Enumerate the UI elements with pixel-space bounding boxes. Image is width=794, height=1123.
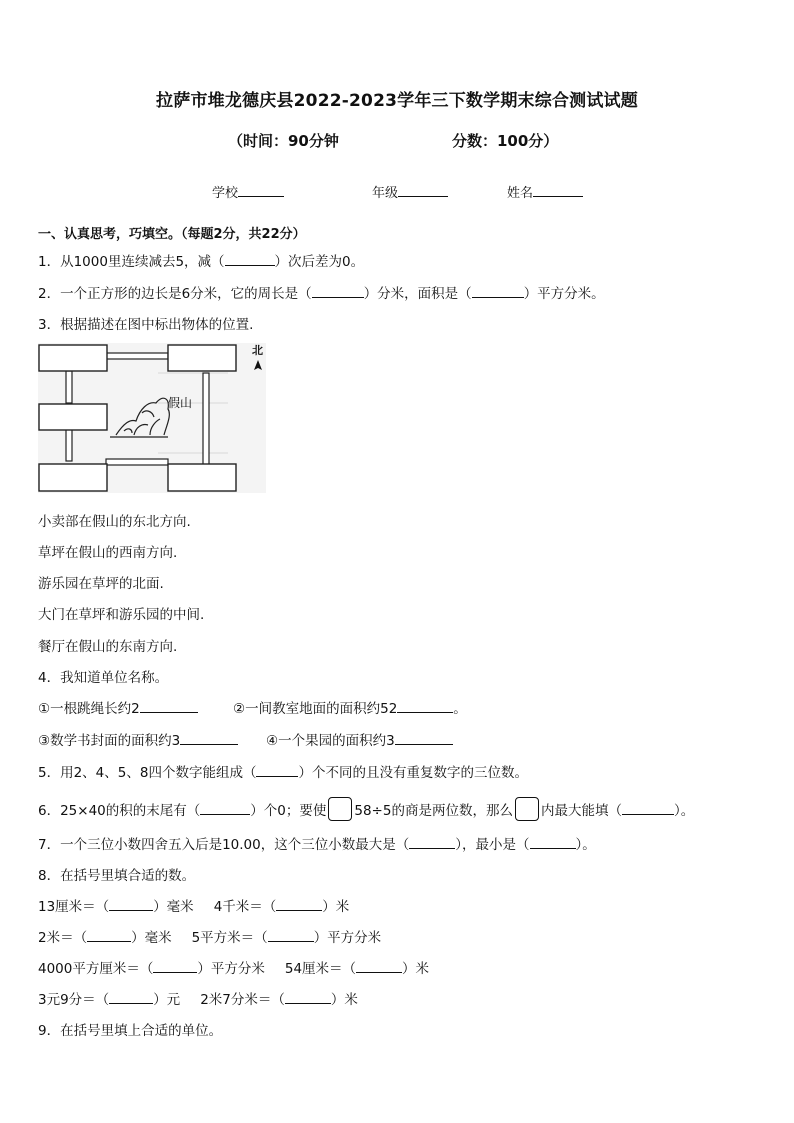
q7-blank-2[interactable] — [530, 834, 576, 849]
q4-blank-4[interactable] — [395, 730, 453, 745]
question-5 — [38, 761, 528, 781]
q4-item-4 — [266, 729, 453, 749]
q4-item-2 — [233, 697, 467, 717]
q7-text-b: ），最小是（ — [455, 837, 530, 853]
q8-blank[interactable] — [268, 927, 314, 942]
exam-score: 分数：100分） — [452, 132, 559, 150]
name-field — [507, 182, 583, 201]
exam-time: （时间：90分钟 — [228, 132, 339, 150]
q6-blank-2[interactable] — [622, 800, 674, 815]
name-blank[interactable] — [533, 182, 583, 197]
q8-blank[interactable] — [87, 927, 131, 942]
q2-blank-2[interactable] — [472, 283, 524, 298]
name-label: 姓名 — [507, 186, 534, 201]
q8-text: 3元9分＝（ — [38, 992, 110, 1008]
school-field — [212, 182, 284, 201]
q8-text: 4000平方厘米＝（ — [38, 961, 154, 977]
q4-blank-3[interactable] — [180, 730, 238, 745]
q5-text-b: ）个不同的且没有重复数字的三位数。 — [298, 765, 528, 781]
park-map-figure — [38, 343, 266, 493]
q4-item-1-text: ①一根跳绳长约2 — [38, 701, 140, 717]
q1-blank[interactable] — [225, 251, 275, 266]
q8-row-1 — [38, 895, 349, 915]
question-9: 9．在括号里填上合适的单位。 — [38, 1023, 223, 1039]
grade-field — [372, 182, 448, 201]
question-8: 8．在括号里填合适的数。 — [38, 868, 196, 884]
q8-blank[interactable] — [356, 958, 402, 973]
map-box-top-left[interactable] — [39, 345, 107, 371]
q2-text-b: ）分米，面积是（ — [363, 286, 472, 302]
q4-blank-2[interactable] — [397, 698, 453, 713]
question-7 — [38, 833, 596, 853]
q8-blank[interactable] — [153, 958, 197, 973]
q8-text: ）元 — [153, 992, 181, 1008]
q8-text: ）米 — [322, 899, 350, 915]
q6-text-a: 6．25×40的积的末尾有（ — [38, 803, 201, 819]
q3-item-3: 游乐园在草坪的北面. — [38, 576, 164, 592]
q4-item-3 — [38, 729, 238, 749]
q6-blank-1[interactable] — [200, 800, 250, 815]
q4-item-1 — [38, 697, 198, 717]
q3-item-1: 小卖部在假山的东北方向. — [38, 514, 191, 530]
q8-text: 54厘米＝（ — [284, 961, 357, 977]
q2-blank-1[interactable] — [312, 283, 364, 298]
q8-text: ）平方分米 — [197, 961, 265, 977]
q4-item-2-text: ②一间教室地面的面积约52 — [233, 701, 398, 717]
q1-text-b: ）次后差为0。 — [274, 254, 365, 270]
q5-text-a: 5．用2、4、5、8四个数字能组成（ — [38, 765, 257, 781]
q8-text: ）米 — [402, 961, 430, 977]
question-2 — [38, 282, 605, 302]
q7-blank-1[interactable] — [409, 834, 455, 849]
q8-text: ）平方分米 — [313, 930, 382, 946]
q2-text-a: 2．一个正方形的边长是6分米，它的周长是（ — [38, 286, 312, 302]
q6-text-b: ）个0；要使 — [250, 803, 327, 819]
q8-blank[interactable] — [285, 989, 331, 1004]
q8-row-4 — [38, 988, 358, 1008]
question-6 — [38, 797, 694, 821]
question-1 — [38, 250, 364, 270]
question-3: 3．根据描述在图中标出物体的位置. — [38, 317, 254, 333]
rockery-label: 假山 — [168, 396, 193, 410]
map-box-bottom-right[interactable] — [168, 464, 236, 491]
q8-text: 5平方米＝（ — [191, 930, 268, 946]
q8-text: ）米 — [330, 992, 358, 1008]
q8-blank[interactable] — [109, 989, 153, 1004]
q8-text: 2米＝（ — [38, 930, 88, 946]
q4-blank-1[interactable] — [140, 698, 198, 713]
q8-text: 2米7分米＝（ — [200, 992, 285, 1008]
map-box-bottom-left[interactable] — [39, 464, 107, 491]
q8-text: 4千米＝（ — [213, 899, 277, 915]
map-box-middle-left[interactable] — [39, 404, 107, 430]
q8-text: ）毫米 — [153, 899, 194, 915]
north-label: 北 — [252, 344, 263, 357]
q8-row-2 — [38, 926, 381, 946]
q4-item-3-text: ③数学书封面的面积约3 — [38, 733, 181, 749]
question-4: 4．我知道单位名称。 — [38, 670, 169, 686]
q8-text: ）毫米 — [131, 930, 172, 946]
q2-text-c: ）平方分米。 — [523, 286, 605, 302]
q5-blank[interactable] — [256, 762, 298, 777]
q8-blank[interactable] — [276, 896, 322, 911]
q8-row-3 — [38, 957, 429, 977]
section-heading: 一、认真思考，巧填空。（每题2分，共22分） — [38, 227, 306, 242]
q8-blank[interactable] — [109, 896, 153, 911]
q6-digit-box-2[interactable] — [515, 797, 539, 821]
q4-item-4-text: ④一个果园的面积约3 — [266, 733, 395, 749]
q7-text-c: ）。 — [575, 837, 596, 853]
page-title: 拉萨市堆龙德庆县2022-2023学年三下数学期末综合测试试题 — [156, 91, 638, 111]
grade-blank[interactable] — [398, 182, 448, 197]
school-blank[interactable] — [238, 182, 284, 197]
school-label: 学校 — [212, 186, 239, 201]
grade-label: 年级 — [372, 186, 399, 201]
q1-text-a: 1．从1000里连续减去5，减（ — [38, 254, 225, 270]
q6-digit-box-1[interactable] — [328, 797, 352, 821]
q7-text-a: 7．一个三位小数四舍五入后是10.00，这个三位小数最大是（ — [38, 837, 410, 853]
q3-item-4: 大门在草坪和游乐园的中间. — [38, 607, 205, 623]
map-box-top-right[interactable] — [168, 345, 236, 371]
q6-text-c: 58÷5的商是两位数，那么 — [354, 803, 513, 819]
q6-text-d: 内最大能填（ — [540, 803, 622, 819]
q6-text-e: ）。 — [673, 803, 695, 819]
q3-item-2: 草坪在假山的西南方向. — [38, 545, 178, 561]
q4-item-2-end: 。 — [453, 701, 467, 717]
q3-item-5: 餐厅在假山的东南方向. — [38, 639, 178, 655]
q8-text: 13厘米＝（ — [38, 899, 110, 915]
